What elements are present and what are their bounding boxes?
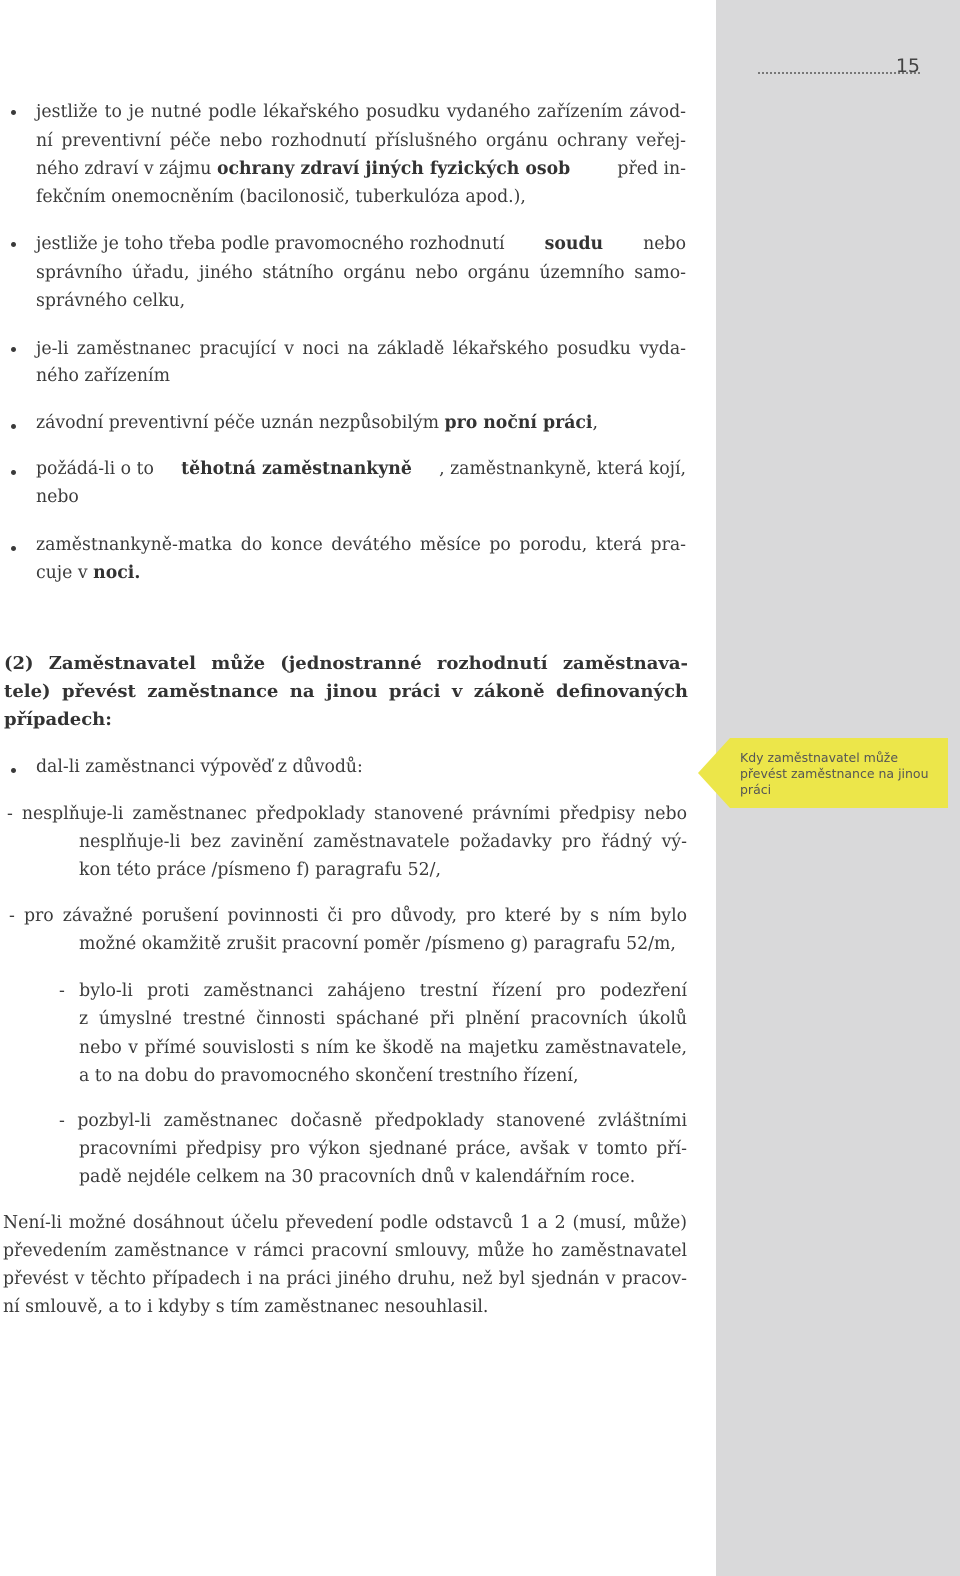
text-run: , zaměstnankyně, která kojí, — [439, 459, 686, 479]
text-run: před in- — [617, 159, 686, 179]
closing-paragraph-line4: ní smlouvě, a to i kdyby s tím zaměstnanec nesouhlasil. — [3, 1297, 489, 1317]
emphasis-text: pro noční práci — [444, 413, 593, 433]
list-a-item5-line1 — [36, 455, 686, 483]
bullet — [11, 347, 16, 352]
list-a-item4-line1 — [36, 409, 598, 437]
bullet — [11, 546, 16, 551]
list-a-item3-line1: je-li zaměstnanec pracující v noci na základě lékařského posudku vyda- — [36, 339, 686, 359]
dash-item4-line3: padě nejdéle celkem na 30 pracovních dnů v kalendářním roce. — [79, 1167, 636, 1187]
text-run: cuje v — [36, 563, 94, 583]
bullet — [11, 110, 16, 115]
list-a-item1-line3 — [36, 155, 686, 183]
list-a-item3-line2: ného zařízením — [36, 366, 170, 386]
section-heading-line2: tele) převést zaměstnance na jinou práci v zákoně definovaných — [4, 681, 688, 702]
text-run: jestliže je toho třeba podle pravomocného rozhodnutí — [36, 234, 505, 254]
dash-item3-line3: nebo v přímé souvislosti s ním ke škodě na majetku zaměstnavatele, — [79, 1038, 687, 1058]
emphasis-text: ochrany zdraví jiných fyzických osob — [216, 159, 571, 179]
dash-item2-line2: možné okamžitě zrušit pracovní poměr /písmeno g) paragrafu 52/m, — [79, 934, 676, 954]
bullet — [11, 470, 16, 475]
dash-item2-line1: - pro závažné porušení povinnosti či pro důvody, pro které by s ním bylo — [9, 906, 687, 926]
section-heading-line3: případech: — [4, 709, 112, 730]
dash-item1-line1: - nesplňuje-li zaměstnanec předpoklady stanovené právními předpisy nebo — [7, 804, 687, 824]
dash-item3-line2: z úmyslné trestné činnosti spáchané při plnění pracovních úkolů — [79, 1009, 687, 1029]
text-run: , — [592, 413, 598, 433]
dash-item3-line4: a to na dobu do pravomocného skončení trestního řízení, — [79, 1066, 579, 1086]
list-a-item6-line2 — [36, 559, 140, 587]
dash-item4-line2: pracovními předpisy pro výkon sjednané práce, avšak v tomto pří- — [79, 1139, 687, 1159]
section-heading-line1: (2) Zaměstnavatel může (jednostranné rozhodnutí zaměstnava- — [4, 653, 688, 674]
text-run: požádá-li o to — [36, 459, 154, 479]
closing-paragraph-line2: převedením zaměstnance v rámci pracovní smlouvy, může ho zaměstnavatel — [3, 1241, 687, 1261]
list-a-item1-line4: fekčním onemocněním (bacilonosič, tuberkulóza apod.), — [36, 187, 526, 207]
emphasis-text: noci. — [93, 563, 141, 583]
dash-item3-line1: - bylo-li proti zaměstnanci zahájeno trestní řízení pro podezření — [59, 981, 687, 1001]
list-a-item5-line2: nebo — [36, 487, 79, 507]
text-run: nebo — [643, 234, 686, 254]
emphasis-text: soudu — [544, 234, 604, 254]
dash-item1-line3: kon této práce /písmeno f) paragrafu 52/, — [79, 860, 441, 880]
dash-item4-line1: - pozbyl-li zaměstnanec dočasně předpoklady stanovené zvláštními — [59, 1111, 687, 1131]
list-b-item1: dal-li zaměstnanci výpověď z důvodů: — [36, 757, 363, 777]
list-a-item2-line3: správného celku, — [36, 291, 186, 311]
sidebar-note-arrow — [698, 738, 730, 808]
bullet — [11, 424, 16, 429]
sidebar-note: Kdy zaměstnavatel může převést zaměstnance na jinou práci — [730, 738, 948, 808]
page-number: 15 — [895, 55, 920, 77]
dash-item1-line2: nesplňuje-li bez zavinění zaměstnavatele požadavky pro řádný vý- — [79, 832, 687, 852]
list-a-item1-line1: jestliže to je nutné podle lékařského posudku vydaného zařízením závod- — [36, 102, 686, 122]
text-run: závodní preventivní péče uznán nezpůsobilým — [36, 413, 445, 433]
closing-paragraph-line1: Není-li možné dosáhnout účelu převedení podle odstavců 1 a 2 (musí, může) — [3, 1213, 687, 1233]
emphasis-text: těhotná zaměstnankyně — [181, 459, 412, 479]
bullet — [11, 242, 16, 247]
list-a-item1-line2: ní preventivní péče nebo rozhodnutí příslušného orgánu ochrany veřej- — [36, 131, 686, 151]
closing-paragraph-line3: převést v těchto případech i na práci jiného druhu, než byl sjednán v pracov- — [3, 1269, 687, 1289]
page-number-dotted-rule — [758, 72, 920, 74]
list-a-item2-line1 — [36, 230, 686, 258]
list-a-item2-line2: správního úřadu, jiného státního orgánu nebo orgánu územního samo- — [36, 263, 686, 283]
text-run: ného zdraví v zájmu — [36, 159, 217, 179]
list-a-item6-line1: zaměstnankyně-matka do konce devátého měsíce po porodu, která pra- — [36, 535, 686, 555]
bullet — [11, 768, 16, 773]
